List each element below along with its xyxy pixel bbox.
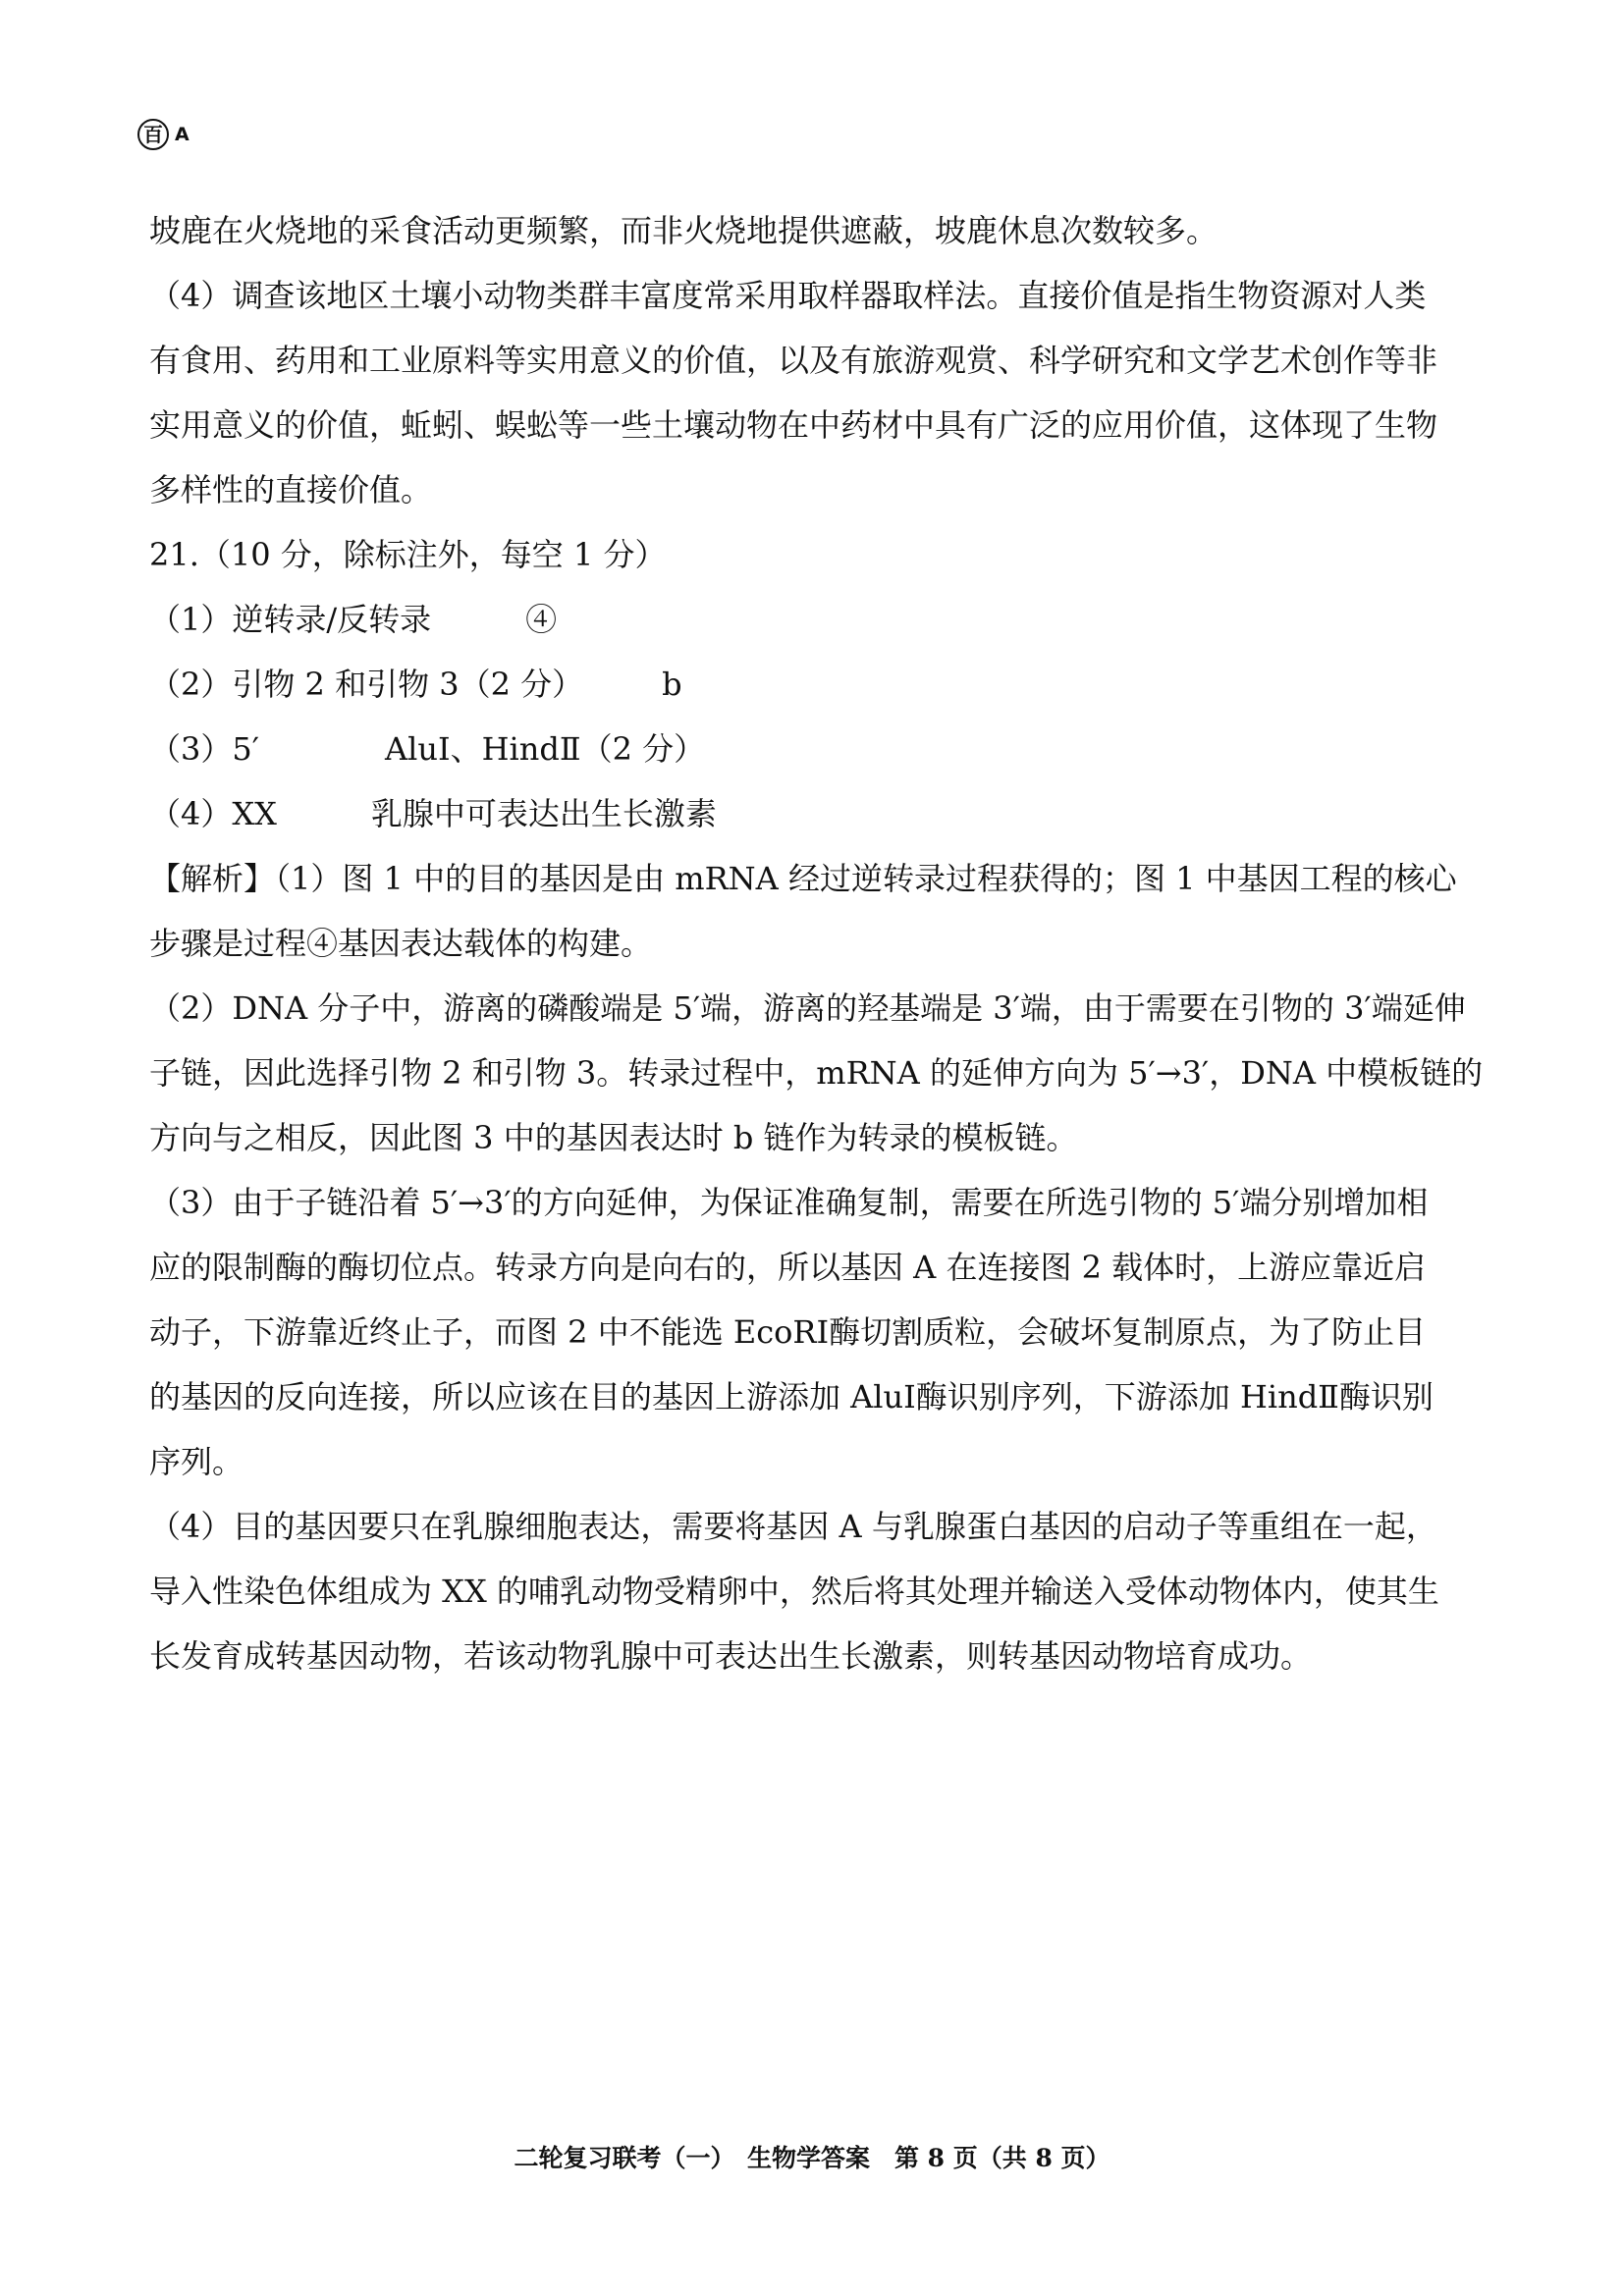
text-line: 实用意义的价值，蚯蚓、蜈蚣等一些土壤动物在中药材中具有广泛的应用价值，这体现了生物 — [149, 406, 1438, 444]
answer-line: （1）逆转录/反转录 ④ — [149, 601, 558, 638]
analysis-line: （4）目的基因要只在乳腺细胞表达，需要将基因 A 与乳腺蛋白基因的启动子等重组在一起， — [149, 1508, 1437, 1545]
text-line: （4）调查该地区土壤小动物类群丰富度常采用取样器取样法。直接价值是指生物资源对人类 — [149, 277, 1427, 314]
analysis-line: 应的限制酶的酶切位点。转录方向是向右的，所以基因 A 在连接图 2 载体时，上游应靠近启 — [149, 1249, 1427, 1286]
answer-line: （3）5′ AluⅠ、HindⅡ（2 分） — [149, 730, 706, 768]
analysis-line: 序列。 — [149, 1443, 244, 1480]
analysis-line: 步骤是过程④基因表达载体的构建。 — [149, 925, 653, 962]
analysis-line: 子链，因此选择引物 2 和引物 3。转录过程中，mRNA 的延伸方向为 5′→3′，DNA 中模板链的 — [149, 1054, 1484, 1092]
analysis-line: （3）由于子链沿着 5′→3′的方向延伸，为保证准确复制，需要在所选引物的 5′端分别增加相 — [149, 1184, 1429, 1221]
logo-letter: A — [175, 124, 189, 145]
analysis-line: 长发育成转基因动物，若该动物乳腺中可表达出生长激素，则转基因动物培育成功。 — [149, 1637, 1313, 1675]
answer-line: （2）引物 2 和引物 3（2 分） b — [149, 666, 682, 703]
analysis-line: 导入性染色体组成为 XX 的哺乳动物受精卵中，然后将其处理并输送入受体动物体内，使其生 — [149, 1573, 1439, 1610]
analysis-line: 【解析】（1）图 1 中的目的基因是由 mRNA 经过逆转录过程获得的；图 1 中基因工程的核心 — [149, 860, 1457, 897]
analysis-line: 动子，下游靠近终止子，而图 2 中不能选 EcoRⅠ酶切割质粒，会破坏复制原点，为了防止目 — [149, 1313, 1427, 1351]
page-footer: 二轮复习联考（一） 生物学答案 第 8 页（共 8 页） — [514, 2144, 1110, 2172]
question-heading: 21.（10 分，除标注外，每空 1 分） — [149, 536, 667, 573]
analysis-line: （2）DNA 分子中，游离的磷酸端是 5′端，游离的羟基端是 3′端，由于需要在引物的 3′端延伸 — [149, 989, 1466, 1027]
answer-line: （4）XX 乳腺中可表达出生长激素 — [149, 795, 717, 832]
answer-content — [149, 198, 1485, 1688]
text-line: 坡鹿在火烧地的采食活动更频繁，而非火烧地提供遮蔽，坡鹿休息次数较多。 — [149, 212, 1218, 249]
text-line: 有食用、药用和工业原料等实用意义的价值，以及有旅游观赏、科学研究和文学艺术创作等非 — [149, 342, 1438, 379]
analysis-line: 方向与之相反，因此图 3 中的基因表达时 b 链作为转录的模板链。 — [149, 1119, 1078, 1156]
analysis-line: 的基因的反向连接，所以应该在目的基因上游添加 AluⅠ酶识别序列，下游添加 HindⅡ酶识别 — [149, 1378, 1434, 1415]
text-line: 多样性的直接价值。 — [149, 471, 433, 508]
logo-circle-icon: 百 — [137, 119, 169, 150]
publisher-logo — [137, 115, 189, 154]
